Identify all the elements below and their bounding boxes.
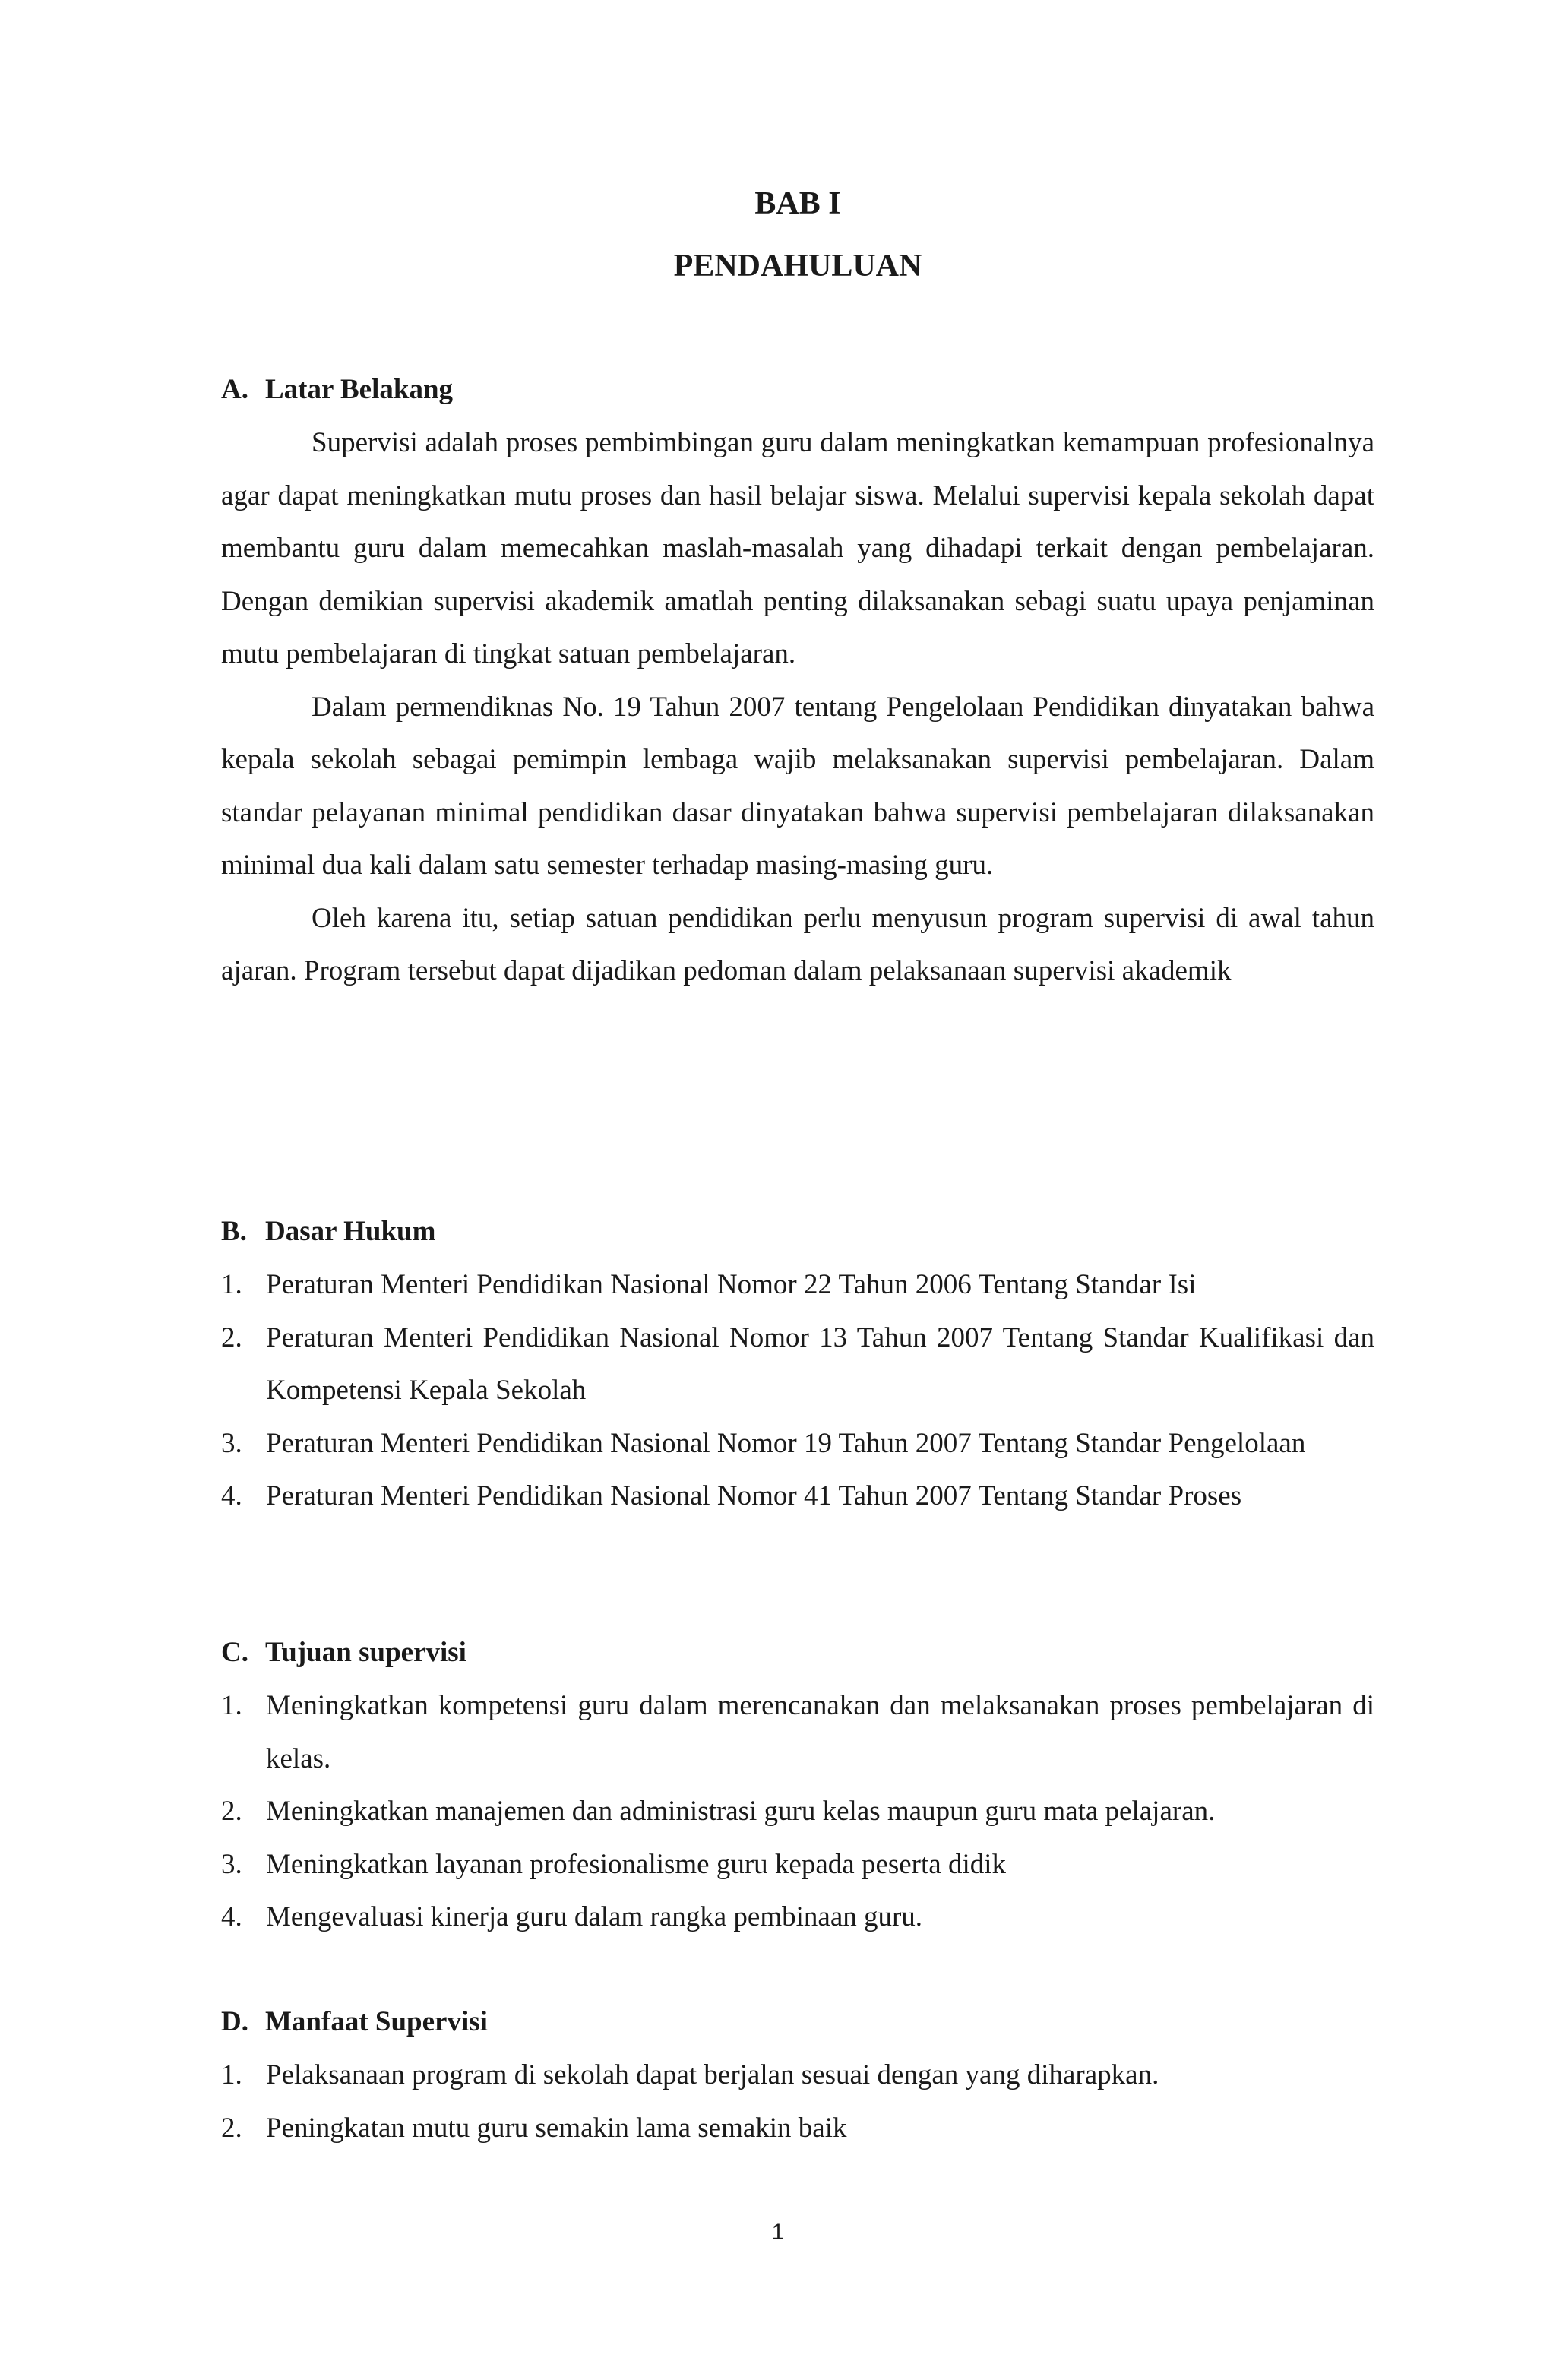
- section-tujuan-supervisi: [221, 1626, 1374, 1944]
- section-label: C.: [221, 1637, 248, 1668]
- section-heading: [221, 1205, 1374, 1258]
- list-item: [221, 1838, 1374, 1891]
- list-item: [221, 1785, 1374, 1838]
- section-label: A.: [221, 374, 248, 405]
- list-number: 4.: [221, 1901, 242, 1932]
- section-heading: [221, 363, 1374, 416]
- list-text: Meningkatkan layanan profesionalisme guru kepada peserta didik: [266, 1848, 1007, 1880]
- list-number: 2.: [221, 1796, 242, 1827]
- list-text: Meningkatkan manajemen dan administrasi guru kelas maupun guru mata pelajaran.: [266, 1796, 1216, 1827]
- list-number: 1.: [221, 2059, 242, 2090]
- section-title: Manfaat Supervisi: [265, 2006, 488, 2037]
- objectives-list: [221, 1679, 1374, 1944]
- section-heading: [221, 1626, 1374, 1679]
- list-text: Peraturan Menteri Pendidikan Nasional Nomor 13 Tahun 2007 Tentang Standar Kualifikasi dan Kompetensi Kepala Sekolah: [266, 1321, 1374, 1406]
- list-text: Peraturan Menteri Pendidikan Nasional Nomor 19 Tahun 2007 Tentang Standar Pengelolaan: [266, 1427, 1306, 1459]
- section-label: B.: [221, 1216, 247, 1247]
- section-dasar-hukum: [221, 1205, 1374, 1523]
- list-number: 2.: [221, 1321, 242, 1353]
- list-text: Peningkatan mutu guru semakin lama semakin baik: [266, 2112, 847, 2144]
- list-item: [221, 1891, 1374, 1944]
- list-item: [221, 1312, 1374, 1417]
- list-item: [221, 1470, 1374, 1523]
- section-label: D.: [221, 2006, 248, 2037]
- page-number: 1: [771, 2220, 785, 2245]
- list-number: 1.: [221, 1269, 242, 1300]
- list-text: Mengevaluasi kinerja guru dalam rangka pembinaan guru.: [266, 1901, 923, 1932]
- list-number: 4.: [221, 1480, 242, 1511]
- list-text: Pelaksanaan program di sekolah dapat berjalan sesuai dengan yang diharapkan.: [266, 2059, 1159, 2090]
- list-number: 3.: [221, 1427, 242, 1459]
- chapter-number: BAB I: [754, 186, 841, 221]
- list-number: 2.: [221, 2112, 242, 2144]
- chapter-title: PENDAHULUAN: [673, 248, 922, 283]
- section-title: Dasar Hukum: [265, 1216, 436, 1247]
- list-item: [221, 1679, 1374, 1785]
- list-item: [221, 1417, 1374, 1470]
- list-item: [221, 2102, 1374, 2155]
- section-title: Tujuan supervisi: [265, 1637, 466, 1668]
- paragraph: Supervisi adalah proses pembimbingan guru dalam meningkatkan kemampuan profesionalnya agar dapat meningkatkan mutu proses dan hasil belajar siswa. Melalui supervisi kepala sekolah dapat membantu guru dalam memecahkan maslah-masalah yang dihadapi terkait dengan pembelajaran. Dengan demikian supervisi akademik amatlah penting dilaksanakan sebagi suatu upaya penjaminan mutu pembelajaran di tingkat satuan pembelajaran.: [221, 427, 1374, 669]
- list-text: Meningkatkan kompetensi guru dalam merencanakan dan melaksanakan proses pembelajaran di kelas.: [266, 1690, 1374, 1774]
- section-manfaat-supervisi: [221, 1995, 1374, 2154]
- paragraph: Oleh karena itu, setiap satuan pendidikan perlu menyusun program supervisi di awal tahun ajaran. Program tersebut dapat dijadikan pedoman dalam pelaksanaan supervisi akademik: [221, 902, 1374, 986]
- list-number: 3.: [221, 1848, 242, 1880]
- list-item: [221, 2049, 1374, 2102]
- list-text: Peraturan Menteri Pendidikan Nasional Nomor 22 Tahun 2006 Tentang Standar Isi: [266, 1269, 1197, 1300]
- benefits-list: [221, 2049, 1374, 2154]
- list-number: 1.: [221, 1690, 242, 1721]
- list-text: Peraturan Menteri Pendidikan Nasional Nomor 41 Tahun 2007 Tentang Standar Proses: [266, 1480, 1242, 1511]
- section-title: Latar Belakang: [265, 374, 454, 405]
- section-heading: [221, 1995, 1374, 2049]
- legal-basis-list: [221, 1258, 1374, 1523]
- section-latar-belakang: [221, 363, 1374, 998]
- paragraph: Dalam permendiknas No. 19 Tahun 2007 tentang Pengelolaan Pendidikan dinyatakan bahwa kepala sekolah sebagai pemimpin lembaga wajib melaksanakan supervisi pembelajaran. Dalam standar pelayanan minimal pendidikan dasar dinyatakan bahwa supervisi pembelajaran dilaksanakan minimal dua kali dalam satu semester terhadap masing-masing guru.: [221, 691, 1374, 881]
- list-item: [221, 1258, 1374, 1312]
